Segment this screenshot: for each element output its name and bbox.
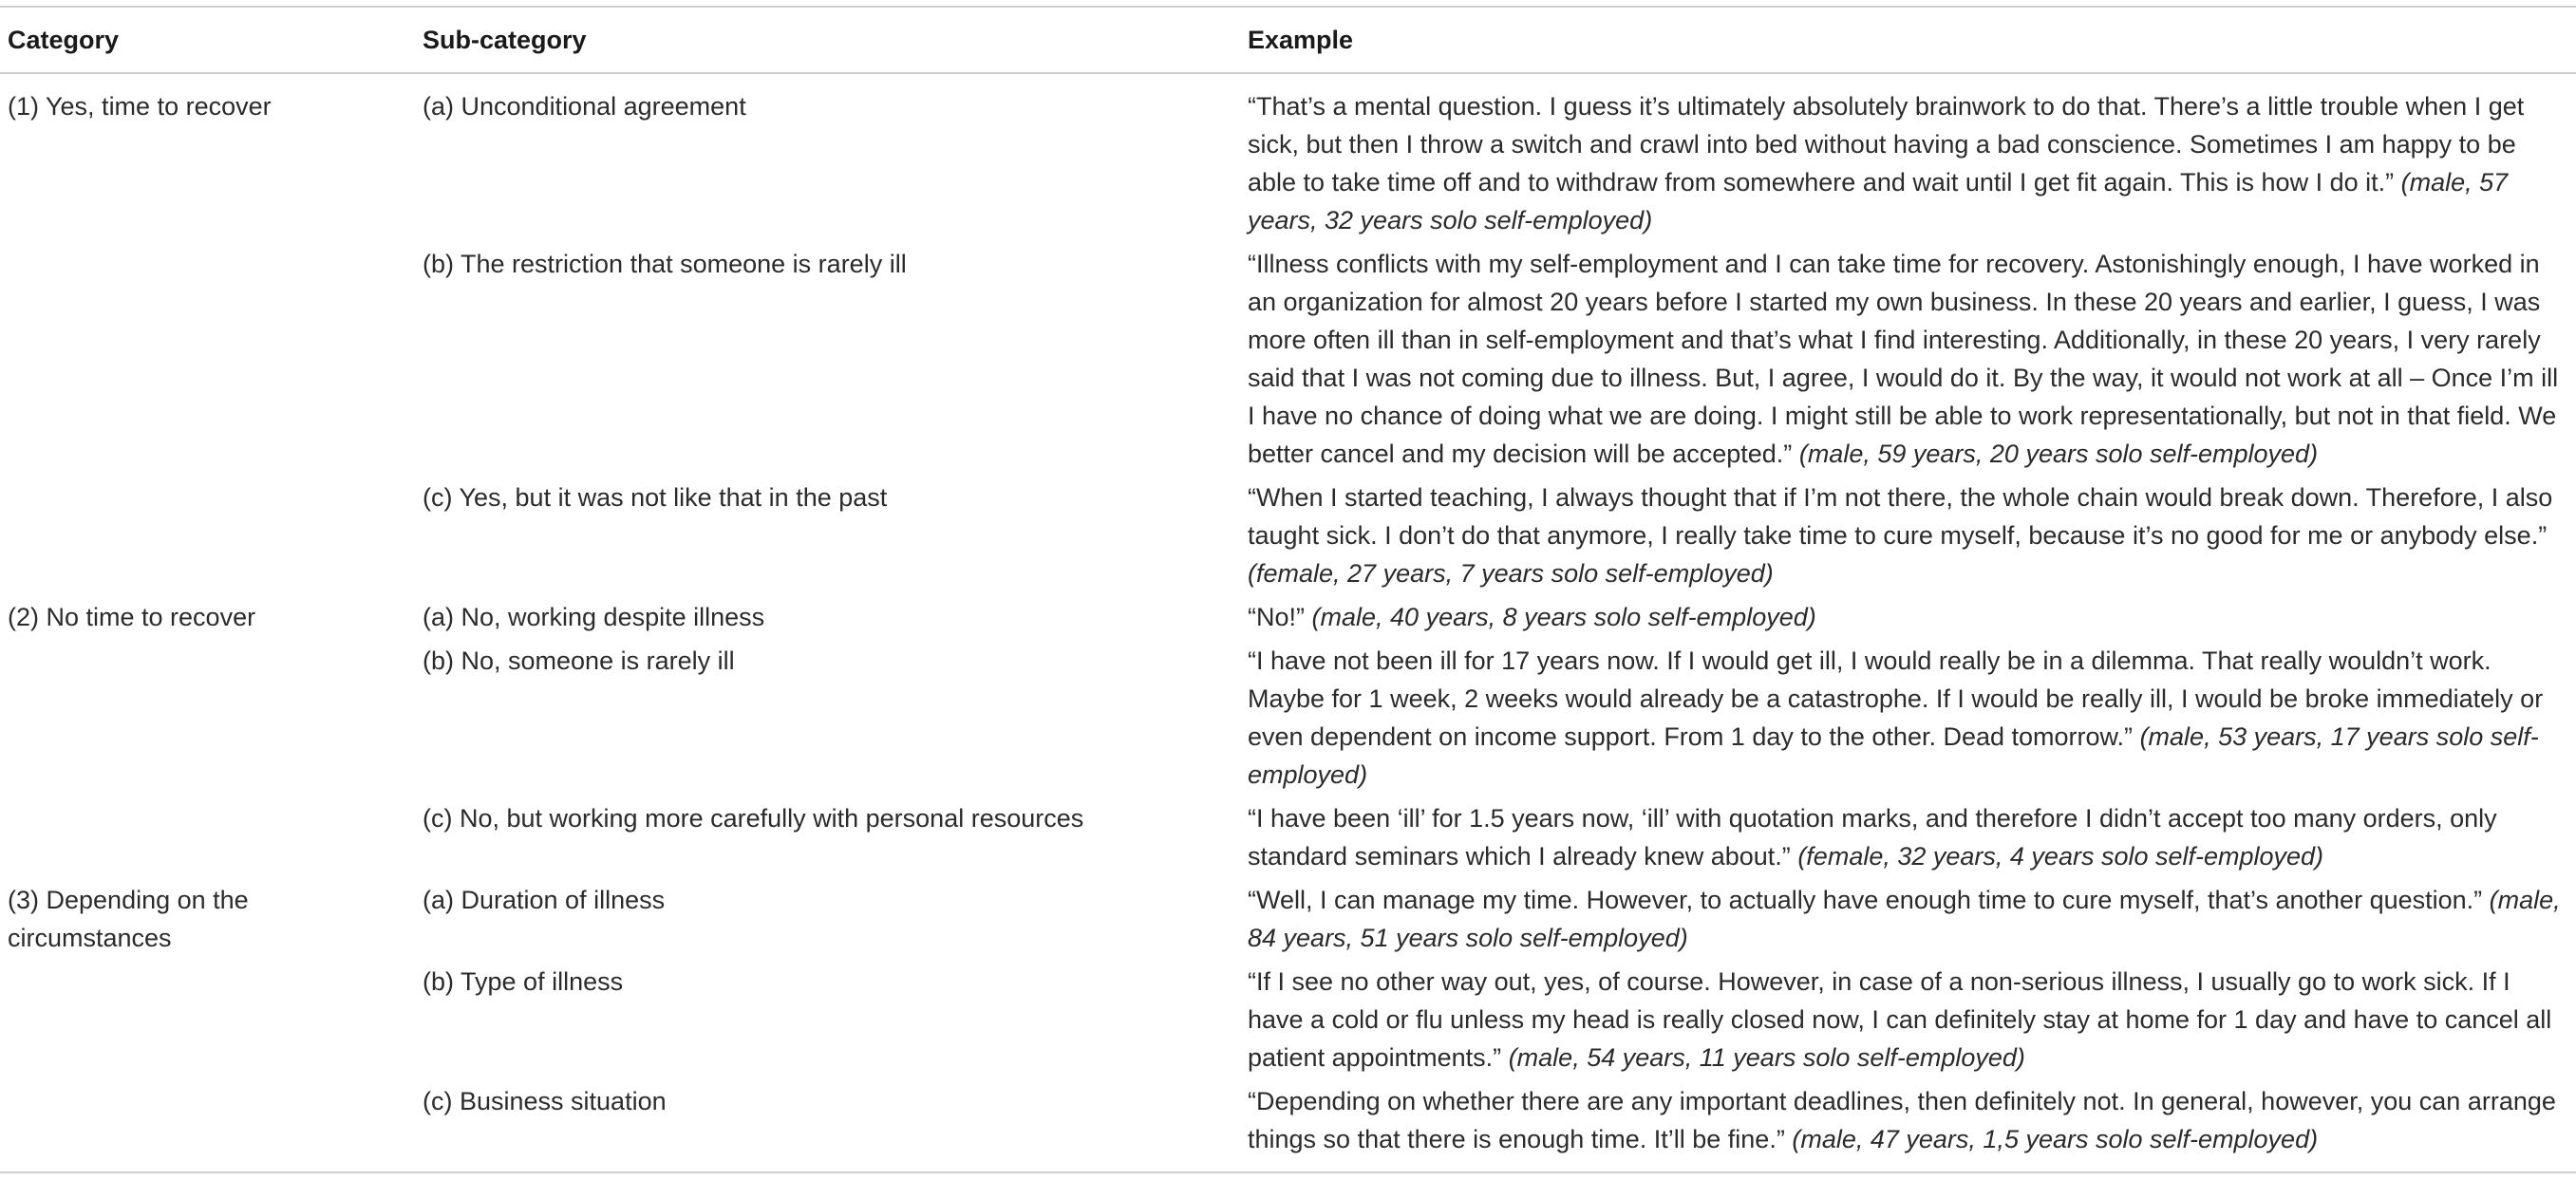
example-quote: “That’s a mental question. I guess it’s ultimately absolutely brainwork to do that. There’s a little trouble when I get sick, but then I throw a switch and crawl into bed without having a bad conscience. Sometimes I am happy to be able to take time off and to withdraw from somewhere and wait until I get fit again. This is how I do it.”	[1248, 92, 2525, 197]
respondent-info: (male, 47 years, 1,5 years solo self-employed)	[1792, 1125, 2319, 1153]
example-quote: “Depending on whether there are any important deadlines, then definitely not. In general, however, you can arrange things so that there is enough time. It’ll be fine.”	[1248, 1087, 2556, 1153]
example-cell	[1248, 478, 2576, 592]
example-quote: “I have been ‘ill’ for 1.5 years now, ‘ill’ with quotation marks, and therefore I didn’t accept too many orders, only standard seminars which I already knew about.”	[1248, 804, 2497, 871]
category-label: (2) No time to recover	[8, 603, 256, 631]
table-row	[0, 74, 2576, 239]
category-cell	[0, 598, 423, 636]
category-cell	[0, 478, 423, 592]
category-label: (3) Depending on the	[8, 886, 249, 914]
table-body	[0, 74, 2576, 1171]
table-header-row	[0, 8, 2576, 72]
table-row	[0, 592, 2576, 636]
subcategory-cell: (a) Duration of illness	[423, 886, 666, 914]
example-quote: “No!”	[1248, 603, 1305, 631]
subcategory-cell: (a) No, working despite illness	[423, 603, 765, 631]
category-cell	[0, 963, 423, 1077]
example-quote: “I have not been ill for 17 years now. If I would get ill, I would really be in a dilemma. That really wouldn’t work. Maybe for 1 week, 2 weeks would already be a catastrophe. If I would be really ill, I would be broke immediately or even dependent on income support. From 1 day to the other. Dead tomorrow.”	[1248, 646, 2544, 751]
subcategory-cell: (b) Type of illness	[423, 967, 624, 996]
subcategory-cell: (c) Yes, but it was not like that in the past	[423, 483, 888, 512]
example-cell	[1248, 87, 2576, 239]
category-cell	[0, 881, 423, 957]
respondent-info: (male, 40 years, 8 years solo self-employed)	[1311, 603, 1816, 631]
header-example: Example	[1248, 25, 1354, 54]
respondent-info: (male, 57 years, 32 years solo self-employed)	[1248, 168, 2509, 234]
table-row	[0, 794, 2576, 875]
respondent-info: (male, 84 years, 51 years solo self-employed)	[1248, 886, 2561, 952]
example-cell	[1248, 642, 2576, 794]
example-cell	[1248, 1082, 2576, 1158]
example-cell	[1248, 963, 2576, 1077]
example-cell	[1248, 245, 2576, 473]
table-row	[0, 1077, 2576, 1171]
subcategory-cell: (b) No, someone is rarely ill	[423, 646, 735, 675]
example-quote: “If I see no other way out, yes, of course. However, in case of a non-serious illness, I usually go to work sick. If I have a cold or flu unless my head is really closed now, I can definitely stay at home for 1 day and have to cancel all patient appointments.”	[1248, 967, 2552, 1072]
example-quote: “Well, I can manage my time. However, to actually have enough time to cure myself, that’s another question.”	[1248, 886, 2483, 914]
example-cell	[1248, 881, 2576, 957]
category-label: circumstances	[8, 924, 172, 952]
example-quote: “When I started teaching, I always thought that if I’m not there, the whole chain would break down. Therefore, I also taught sick. I don’t do that anymore, I really take time to cure myself, because it’s no good for me or anybody else.”	[1248, 483, 2553, 550]
table-bottom-rule	[0, 1171, 2576, 1173]
subcategory-cell: (c) No, but working more carefully with personal resources	[423, 804, 1084, 833]
category-label: (1) Yes, time to recover	[8, 92, 272, 121]
table-row	[0, 875, 2576, 957]
category-cell	[0, 642, 423, 794]
subcategory-cell: (c) Business situation	[423, 1087, 667, 1115]
category-cell	[0, 799, 423, 875]
respondent-info: (female, 32 years, 4 years solo self-employed)	[1797, 842, 2324, 871]
respondent-info: (male, 59 years, 20 years solo self-employed)	[1798, 440, 2319, 468]
header-category: Category	[8, 25, 120, 54]
example-cell	[1248, 799, 2576, 875]
table-row	[0, 473, 2576, 592]
category-cell	[0, 245, 423, 473]
header-subcategory: Sub-category	[423, 25, 587, 54]
respondent-info: (male, 54 years, 11 years solo self-employed)	[1508, 1043, 2025, 1072]
subcategory-cell: (b) The restriction that someone is rarely ill	[423, 250, 907, 278]
table-row	[0, 239, 2576, 473]
respondent-info: (male, 53 years, 17 years solo self-employed)	[1248, 722, 2539, 789]
subcategory-cell: (a) Unconditional agreement	[423, 92, 746, 121]
example-cell	[1248, 598, 2576, 636]
category-cell	[0, 87, 423, 239]
example-quote: “Illness conflicts with my self-employment and I can take time for recovery. Astonishingly enough, I have worked in an organization for almost 20 years before I started my own business. In these 20 years and earlier, I guess, I was more often ill than in self-employment and that’s what I find interesting. Additionally, in these 20 years, I very rarely said that I was not coming due to illness. But, I agree, I would do it. By the way, it would not work at all – Once I’m ill I have no chance of doing what we are doing. I might still be able to work representationally, but not in that field. We better cancel and my decision will be accepted.”	[1248, 250, 2559, 468]
category-cell	[0, 1082, 423, 1158]
respondent-info: (female, 27 years, 7 years solo self-employed)	[1248, 559, 1774, 588]
table-row	[0, 957, 2576, 1077]
table-row	[0, 636, 2576, 794]
